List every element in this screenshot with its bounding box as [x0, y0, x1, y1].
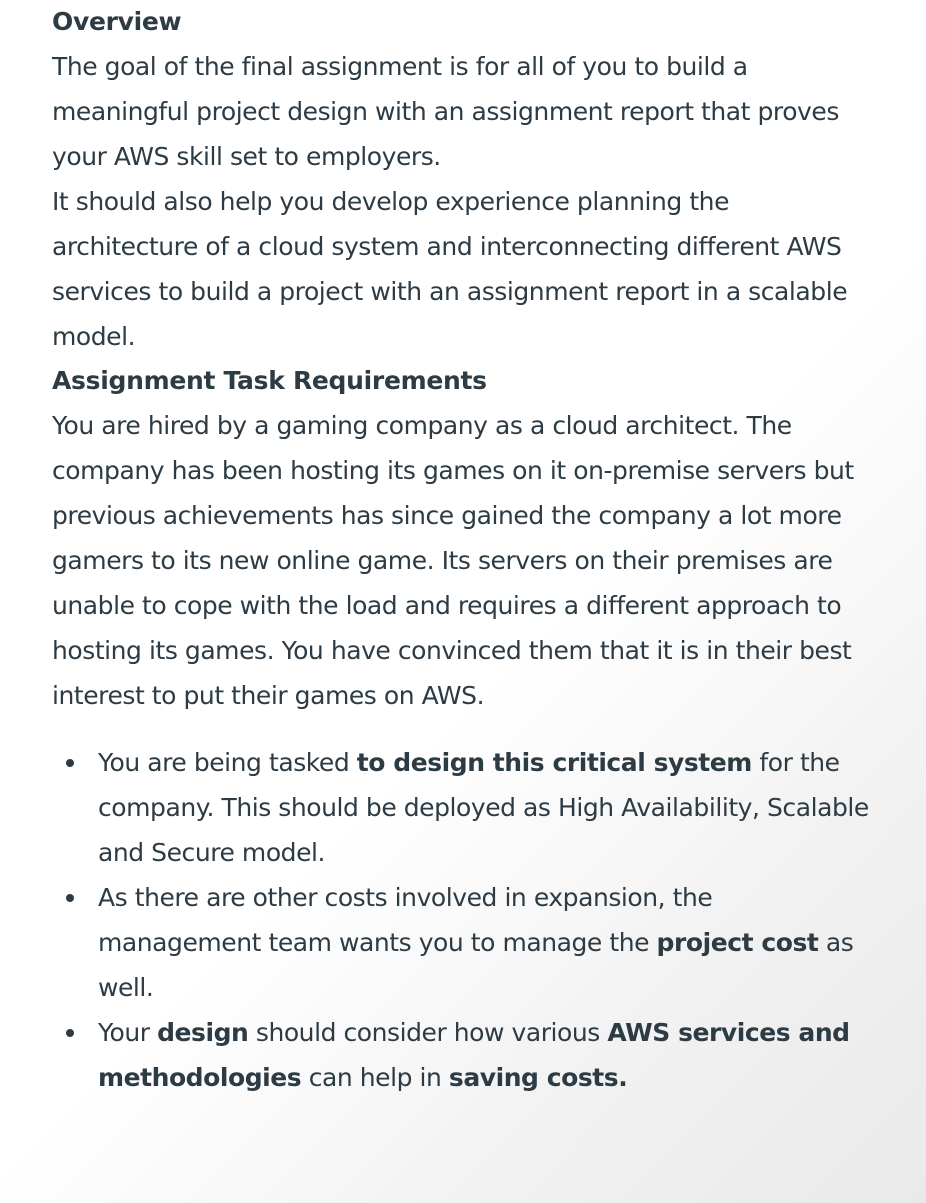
bullet-emphasis: project cost: [656, 928, 819, 957]
bullet-text: can help in: [301, 1063, 449, 1092]
requirement-bullet-cost: [98, 875, 882, 1010]
requirement-bullet-services: [98, 1010, 882, 1100]
bullet-emphasis: design: [157, 1018, 249, 1047]
bullet-dot-icon: [66, 759, 74, 767]
requirement-bullet-design: [98, 740, 882, 875]
bullet-text: should consider how various: [248, 1018, 608, 1047]
bullet-text: You are being tasked: [98, 748, 357, 777]
bullet-dot-icon: [66, 1029, 74, 1037]
assignment-content: [52, 0, 882, 1100]
bullet-emphasis: saving costs.: [448, 1063, 628, 1092]
bullet-emphasis: AWS services and methodologies: [98, 1018, 850, 1092]
bullet-emphasis: to design this critical system: [356, 748, 752, 777]
requirements-heading: Assignment Task Requirements: [52, 366, 487, 395]
bullet-text: for the company. This should be deployed as High Availability, Scalable and Secure model.: [98, 748, 869, 867]
bullet-text: Your: [98, 1018, 158, 1047]
requirements-paragraph: You are hired by a gaming company as a cloud architect. The company has been hosting its games on it on-premise servers but previous achievements has since gained the company a lot more gamers to its new online game. Its servers on their premises are unable to cope with the load and requires a different approach to hosting its games. You have convinced them that it is in their best interest to put their games on AWS.: [52, 411, 854, 710]
bullet-text: as well.: [98, 928, 854, 1002]
overview-heading: Overview: [52, 7, 182, 36]
overview-paragraph-experience: It should also help you develop experience planning the architecture of a cloud system and interconnecting different AWS services to build a project with an assignment report in a scalable model.: [52, 187, 848, 351]
bullet-dot-icon: [66, 894, 74, 902]
requirements-bullet-list: [52, 740, 882, 1100]
overview-paragraph-goal: The goal of the final assignment is for all of you to build a meaningful project design with an assignment report that proves your AWS skill set to employers.: [52, 52, 839, 171]
bullet-text: As there are other costs involved in expansion, the management team wants you to manage the: [98, 883, 713, 957]
